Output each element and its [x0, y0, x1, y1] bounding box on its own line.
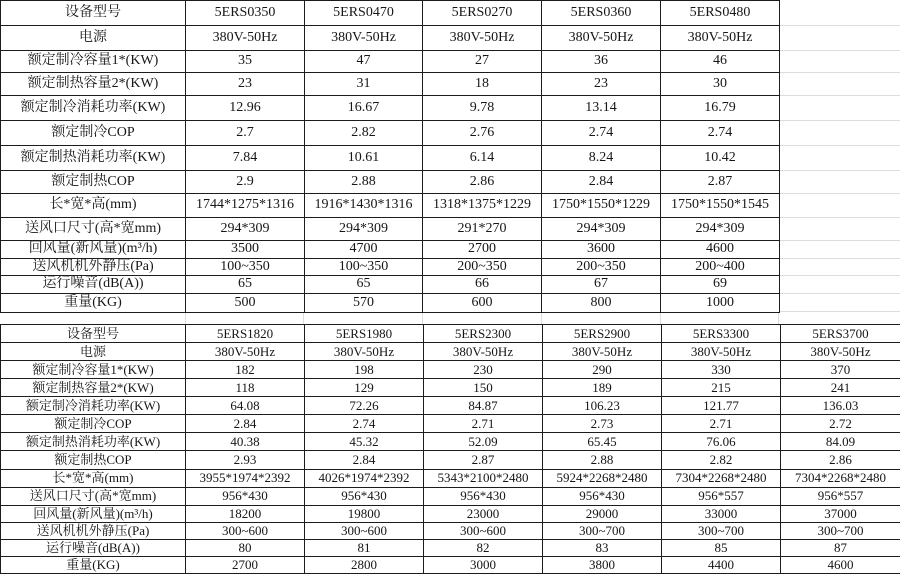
value-cell: 2.73 — [543, 415, 662, 433]
spec-table-large-models — [0, 324, 900, 574]
value-cell: 380V-50Hz — [662, 343, 781, 361]
value-cell: 18200 — [186, 505, 305, 522]
value-cell: 84.87 — [424, 397, 543, 415]
value-cell: 64.08 — [186, 397, 305, 415]
value-cell: 2.86 — [781, 451, 900, 469]
value-cell: 300~700 — [662, 522, 781, 539]
value-cell: 500 — [186, 294, 305, 313]
row-label-cell: 长*宽*高(mm) — [1, 194, 186, 218]
value-cell: 82 — [424, 539, 543, 556]
table-row — [1, 51, 780, 73]
model-name-cell: 5ERS0480 — [661, 1, 780, 26]
row-label-cell: 额定制冷容量1*(KW) — [1, 51, 186, 73]
row-label-cell: 运行噪音(dB(A)) — [1, 276, 186, 294]
value-cell: 330 — [662, 361, 781, 379]
table-row — [1, 241, 780, 259]
row-label-cell: 额定制冷消耗功率(KW) — [1, 96, 186, 121]
value-cell: 67 — [542, 276, 661, 294]
row-label-cell: 额定制热消耗功率(KW) — [1, 146, 186, 171]
table-row — [1, 259, 780, 276]
value-cell: 1916*1430*1316 — [305, 194, 423, 218]
value-cell: 2.9 — [186, 171, 305, 194]
value-cell: 85 — [662, 539, 781, 556]
value-cell: 1744*1275*1316 — [186, 194, 305, 218]
table-row — [1, 487, 900, 505]
value-cell: 2.74 — [542, 121, 661, 146]
value-cell: 1318*1375*1229 — [423, 194, 542, 218]
value-cell: 129 — [305, 379, 424, 397]
value-cell: 2.7 — [186, 121, 305, 146]
value-cell: 2.88 — [305, 171, 423, 194]
table-row — [1, 505, 900, 522]
gridline-vertical — [422, 312, 423, 324]
value-cell: 33000 — [662, 505, 781, 522]
value-cell: 294*309 — [661, 218, 780, 241]
value-cell: 84.09 — [781, 433, 900, 451]
row-label-cell: 额定制热容量2*(KW) — [1, 73, 186, 96]
value-cell: 380V-50Hz — [424, 343, 543, 361]
value-cell: 294*309 — [186, 218, 305, 241]
value-cell: 380V-50Hz — [542, 26, 661, 51]
value-cell: 12.96 — [186, 96, 305, 121]
table-row — [1, 171, 780, 194]
value-cell: 198 — [305, 361, 424, 379]
value-cell: 2.82 — [305, 121, 423, 146]
row-label-cell: 设备型号 — [1, 1, 186, 26]
row-label-cell: 额定制冷消耗功率(KW) — [1, 397, 186, 415]
value-cell: 76.06 — [662, 433, 781, 451]
table-row — [1, 96, 780, 121]
value-cell: 370 — [781, 361, 900, 379]
gridline-vertical — [660, 312, 661, 324]
value-cell: 4600 — [661, 241, 780, 259]
table-row — [1, 539, 900, 556]
value-cell: 46 — [661, 51, 780, 73]
value-cell: 300~600 — [186, 522, 305, 539]
value-cell: 6.14 — [423, 146, 542, 171]
value-cell: 956*430 — [186, 487, 305, 505]
value-cell: 189 — [543, 379, 662, 397]
value-cell: 3800 — [543, 556, 662, 573]
table-row — [1, 194, 780, 218]
value-cell: 182 — [186, 361, 305, 379]
value-cell: 87 — [781, 539, 900, 556]
value-cell: 956*430 — [543, 487, 662, 505]
value-cell: 7.84 — [186, 146, 305, 171]
row-label-cell: 设备型号 — [1, 325, 186, 343]
value-cell: 2.88 — [543, 451, 662, 469]
row-label-cell: 重量(KG) — [1, 556, 186, 573]
value-cell: 29000 — [543, 505, 662, 522]
gridline-horizontal — [779, 293, 900, 294]
value-cell: 2700 — [186, 556, 305, 573]
model-name-cell: 5ERS2300 — [424, 325, 543, 343]
value-cell: 3600 — [542, 241, 661, 259]
value-cell: 956*557 — [662, 487, 781, 505]
table-row — [1, 522, 900, 539]
table-row — [1, 433, 900, 451]
value-cell: 23000 — [424, 505, 543, 522]
value-cell: 956*430 — [305, 487, 424, 505]
row-label-cell: 回风量(新风量)(m³/h) — [1, 505, 186, 522]
value-cell: 2.72 — [781, 415, 900, 433]
row-label-cell: 长*宽*高(mm) — [1, 469, 186, 487]
table-row — [1, 1, 780, 26]
value-cell: 300~600 — [424, 522, 543, 539]
value-cell: 956*430 — [424, 487, 543, 505]
spec-table-small-models — [0, 0, 780, 313]
value-cell: 7304*2268*2480 — [662, 469, 781, 487]
table-row — [1, 379, 900, 397]
gridline-horizontal — [779, 311, 900, 312]
model-name-cell: 5ERS0270 — [423, 1, 542, 26]
value-cell: 69 — [661, 276, 780, 294]
value-cell: 215 — [662, 379, 781, 397]
table-row — [1, 397, 900, 415]
value-cell: 2800 — [305, 556, 424, 573]
value-cell: 30 — [661, 73, 780, 96]
value-cell: 2.84 — [186, 415, 305, 433]
value-cell: 83 — [543, 539, 662, 556]
table-row — [1, 556, 900, 573]
value-cell: 9.78 — [423, 96, 542, 121]
row-label-cell: 额定制热消耗功率(KW) — [1, 433, 186, 451]
value-cell: 2.86 — [423, 171, 542, 194]
value-cell: 100~350 — [186, 259, 305, 276]
value-cell: 23 — [186, 73, 305, 96]
gridline-vertical — [541, 312, 542, 324]
value-cell: 1750*1550*1229 — [542, 194, 661, 218]
value-cell: 2.84 — [542, 171, 661, 194]
value-cell: 23 — [542, 73, 661, 96]
value-cell: 300~600 — [305, 522, 424, 539]
table-row — [1, 294, 780, 313]
value-cell: 4026*1974*2392 — [305, 469, 424, 487]
value-cell: 136.03 — [781, 397, 900, 415]
value-cell: 380V-50Hz — [423, 26, 542, 51]
gridline-vertical — [778, 312, 779, 324]
value-cell: 2.93 — [186, 451, 305, 469]
table-row — [1, 218, 780, 241]
table-row — [1, 146, 780, 171]
value-cell: 380V-50Hz — [781, 343, 900, 361]
value-cell: 81 — [305, 539, 424, 556]
value-cell: 2.76 — [423, 121, 542, 146]
row-label-cell: 重量(KG) — [1, 294, 186, 313]
value-cell: 18 — [423, 73, 542, 96]
value-cell: 2.74 — [661, 121, 780, 146]
gridline-horizontal — [779, 95, 900, 96]
value-cell: 3000 — [424, 556, 543, 573]
value-cell: 4700 — [305, 241, 423, 259]
gridline-vertical — [185, 312, 186, 324]
value-cell: 106.23 — [543, 397, 662, 415]
value-cell: 40.38 — [186, 433, 305, 451]
value-cell: 5924*2268*2480 — [543, 469, 662, 487]
row-label-cell: 额定制冷容量1*(KW) — [1, 361, 186, 379]
gridline-horizontal — [779, 258, 900, 259]
gridline-horizontal — [779, 275, 900, 276]
gridline-horizontal — [779, 25, 900, 26]
value-cell: 2.71 — [424, 415, 543, 433]
table-row — [1, 276, 780, 294]
value-cell: 800 — [542, 294, 661, 313]
gridline-vertical — [303, 312, 304, 324]
model-name-cell: 5ERS0360 — [542, 1, 661, 26]
value-cell: 4400 — [662, 556, 781, 573]
value-cell: 600 — [423, 294, 542, 313]
value-cell: 294*309 — [305, 218, 423, 241]
value-cell: 2.84 — [305, 451, 424, 469]
value-cell: 37000 — [781, 505, 900, 522]
value-cell: 291*270 — [423, 218, 542, 241]
value-cell: 27 — [423, 51, 542, 73]
value-cell: 294*309 — [542, 218, 661, 241]
table-row — [1, 325, 900, 343]
value-cell: 19800 — [305, 505, 424, 522]
value-cell: 13.14 — [542, 96, 661, 121]
model-name-cell: 5ERS0470 — [305, 1, 423, 26]
value-cell: 1750*1550*1545 — [661, 194, 780, 218]
value-cell: 2.82 — [662, 451, 781, 469]
table-row — [1, 343, 900, 361]
value-cell: 956*557 — [781, 487, 900, 505]
model-name-cell: 5ERS1820 — [186, 325, 305, 343]
gridline-horizontal — [779, 145, 900, 146]
gridline-horizontal — [779, 170, 900, 171]
gridline-horizontal — [779, 217, 900, 218]
row-label-cell: 额定制冷COP — [1, 415, 186, 433]
value-cell: 3500 — [186, 241, 305, 259]
value-cell: 65.45 — [543, 433, 662, 451]
table-row — [1, 361, 900, 379]
model-name-cell: 5ERS3300 — [662, 325, 781, 343]
value-cell: 380V-50Hz — [305, 343, 424, 361]
value-cell: 150 — [424, 379, 543, 397]
value-cell: 380V-50Hz — [186, 26, 305, 51]
value-cell: 2.87 — [661, 171, 780, 194]
value-cell: 300~700 — [781, 522, 900, 539]
value-cell: 380V-50Hz — [305, 26, 423, 51]
row-label-cell: 回风量(新风量)(m³/h) — [1, 241, 186, 259]
value-cell: 8.24 — [542, 146, 661, 171]
model-name-cell: 5ERS0350 — [186, 1, 305, 26]
value-cell: 7304*2268*2480 — [781, 469, 900, 487]
row-label-cell: 额定制热COP — [1, 451, 186, 469]
value-cell: 1000 — [661, 294, 780, 313]
value-cell: 380V-50Hz — [661, 26, 780, 51]
row-label-cell: 额定制热COP — [1, 171, 186, 194]
row-label-cell: 送风口尺寸(高*宽mm) — [1, 487, 186, 505]
value-cell: 118 — [186, 379, 305, 397]
value-cell: 230 — [424, 361, 543, 379]
gridline-horizontal — [779, 120, 900, 121]
value-cell: 300~700 — [543, 522, 662, 539]
value-cell: 200~350 — [423, 259, 542, 276]
value-cell: 121.77 — [662, 397, 781, 415]
value-cell: 3955*1974*2392 — [186, 469, 305, 487]
value-cell: 2.74 — [305, 415, 424, 433]
value-cell: 4600 — [781, 556, 900, 573]
value-cell: 65 — [305, 276, 423, 294]
value-cell: 35 — [186, 51, 305, 73]
value-cell: 45.32 — [305, 433, 424, 451]
table-row — [1, 451, 900, 469]
gridline-horizontal — [779, 72, 900, 73]
value-cell: 290 — [543, 361, 662, 379]
value-cell: 80 — [186, 539, 305, 556]
value-cell: 65 — [186, 276, 305, 294]
gridline-horizontal — [779, 193, 900, 194]
value-cell: 47 — [305, 51, 423, 73]
row-label-cell: 额定制热容量2*(KW) — [1, 379, 186, 397]
value-cell: 241 — [781, 379, 900, 397]
row-label-cell: 送风机机外静压(Pa) — [1, 522, 186, 539]
model-name-cell: 5ERS2900 — [543, 325, 662, 343]
gridline-horizontal — [779, 240, 900, 241]
value-cell: 52.09 — [424, 433, 543, 451]
value-cell: 16.79 — [661, 96, 780, 121]
value-cell: 100~350 — [305, 259, 423, 276]
value-cell: 2.71 — [662, 415, 781, 433]
value-cell: 16.67 — [305, 96, 423, 121]
value-cell: 10.61 — [305, 146, 423, 171]
table-row — [1, 73, 780, 96]
table-row — [1, 26, 780, 51]
value-cell: 31 — [305, 73, 423, 96]
table-row — [1, 121, 780, 146]
value-cell: 5343*2100*2480 — [424, 469, 543, 487]
model-name-cell: 5ERS3700 — [781, 325, 900, 343]
table-row — [1, 469, 900, 487]
row-label-cell: 电源 — [1, 343, 186, 361]
row-label-cell: 送风口尺寸(高*宽mm) — [1, 218, 186, 241]
row-label-cell: 运行噪音(dB(A)) — [1, 539, 186, 556]
value-cell: 200~350 — [542, 259, 661, 276]
model-name-cell: 5ERS1980 — [305, 325, 424, 343]
value-cell: 66 — [423, 276, 542, 294]
value-cell: 380V-50Hz — [543, 343, 662, 361]
row-label-cell: 送风机机外静压(Pa) — [1, 259, 186, 276]
value-cell: 10.42 — [661, 146, 780, 171]
row-label-cell: 电源 — [1, 26, 186, 51]
table-row — [1, 415, 900, 433]
value-cell: 2.87 — [424, 451, 543, 469]
value-cell: 72.26 — [305, 397, 424, 415]
value-cell: 380V-50Hz — [186, 343, 305, 361]
value-cell: 570 — [305, 294, 423, 313]
value-cell: 36 — [542, 51, 661, 73]
value-cell: 2700 — [423, 241, 542, 259]
value-cell: 200~400 — [661, 259, 780, 276]
row-label-cell: 额定制冷COP — [1, 121, 186, 146]
gridline-horizontal — [779, 50, 900, 51]
